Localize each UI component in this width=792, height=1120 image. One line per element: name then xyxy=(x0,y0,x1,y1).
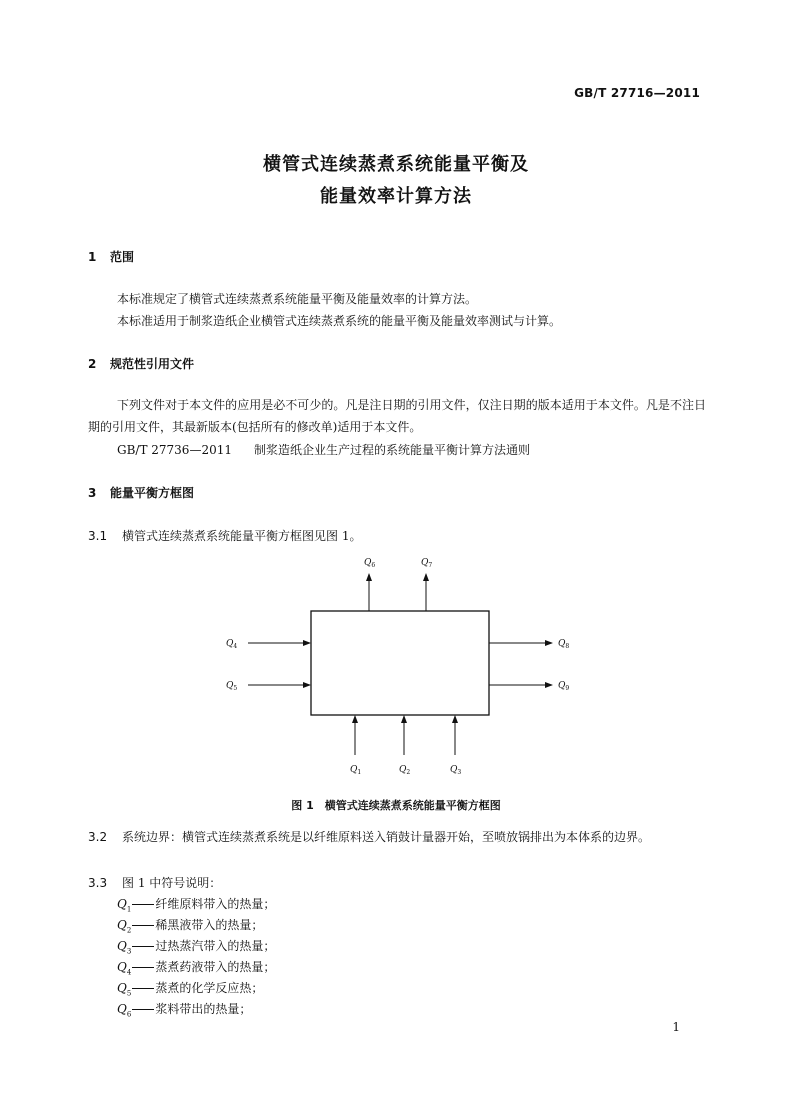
label-q3: $Q_3$ xyxy=(450,765,462,776)
section-3-heading xyxy=(88,484,194,501)
section-title: 能量平衡方框图 xyxy=(110,486,195,500)
label-q2: $Q_2$ xyxy=(399,765,411,776)
section-1-heading xyxy=(88,248,134,265)
section-number: 2 xyxy=(88,357,97,371)
page-number: 1 xyxy=(672,1020,680,1034)
paragraph: 本标准规定了横管式连续蒸煮系统能量平衡及能量效率的计算方法。 xyxy=(117,292,478,306)
clause-text: 系统边界：横管式连续蒸煮系统是以纤维原料送入销鼓计量器开始，至喷放锅排出为本体系的边界。 xyxy=(122,830,651,844)
em-dash xyxy=(132,967,154,968)
clause-3-3 xyxy=(88,874,221,891)
symbol-item: $Q_2$ 稀黑液带入的热量； xyxy=(117,918,264,935)
clause-number: 3.1 xyxy=(88,529,108,543)
document-title-line1: 横管式连续蒸煮系统能量平衡及 xyxy=(263,154,529,175)
section-title: 范围 xyxy=(110,250,135,264)
em-dash xyxy=(132,988,154,989)
section-title: 规范性引用文件 xyxy=(110,357,195,371)
paragraph: 本标准适用于制浆造纸企业横管式连续蒸煮系统的能量平衡及能量效率测试与计算。 xyxy=(117,314,562,328)
label-q9: $Q_9$ xyxy=(558,681,570,692)
normative-reference xyxy=(117,442,530,458)
system-box xyxy=(311,611,489,715)
em-dash xyxy=(132,904,154,905)
document-title-line2: 能量效率计算方法 xyxy=(320,186,472,207)
em-dash xyxy=(132,1009,154,1010)
clause-number: 3.3 xyxy=(88,876,108,890)
label-q1: $Q_1$ xyxy=(350,765,362,776)
symbol-item: $Q_1$ 纤维原料带入的热量； xyxy=(117,897,276,914)
em-dash xyxy=(132,946,154,947)
label-q6: $Q_6$ xyxy=(364,558,376,569)
label-q7: $Q_7$ xyxy=(421,558,433,569)
symbol-item: $Q_4$ 蒸煮药液带入的热量； xyxy=(117,960,276,977)
em-dash xyxy=(132,925,154,926)
symbol-item: $Q_6$ 浆料带出的热量； xyxy=(117,1002,252,1019)
section-number: 1 xyxy=(88,250,97,264)
standard-number: GB/T 27716—2011 xyxy=(574,86,700,100)
symbol-item: $Q_5$ 蒸煮的化学反应热； xyxy=(117,981,264,998)
reference-title: 制浆造纸企业生产过程的系统能量平衡计算方法通则 xyxy=(253,443,530,457)
symbol-item: $Q_3$ 过热蒸汽带入的热量； xyxy=(117,939,276,956)
section-number: 3 xyxy=(88,486,97,500)
reference-code: GB/T 27736—2011 xyxy=(117,443,232,457)
energy-balance-diagram xyxy=(0,540,792,790)
clause-text: 图 1 中符号说明： xyxy=(122,876,222,890)
section-2-heading xyxy=(88,355,194,372)
label-q4: $Q_4$ xyxy=(226,639,238,650)
paragraph: 下列文件对于本文件的应用是必不可少的。凡是注日期的引用文件，仅注日期的版本适用于本文件。凡是不注日期的引用文件，其最新版本(包括所有的修改单)适用于本文件。 xyxy=(88,398,706,434)
figure-caption: 图 1 横管式连续蒸煮系统能量平衡方框图 xyxy=(291,799,501,812)
clause-number: 3.2 xyxy=(88,830,108,844)
label-q8: $Q_8$ xyxy=(558,639,570,650)
clause-3-2 xyxy=(88,826,706,848)
label-q5: $Q_5$ xyxy=(226,681,238,692)
clause-text: 横管式连续蒸煮系统能量平衡方框图见图 1。 xyxy=(122,529,362,543)
